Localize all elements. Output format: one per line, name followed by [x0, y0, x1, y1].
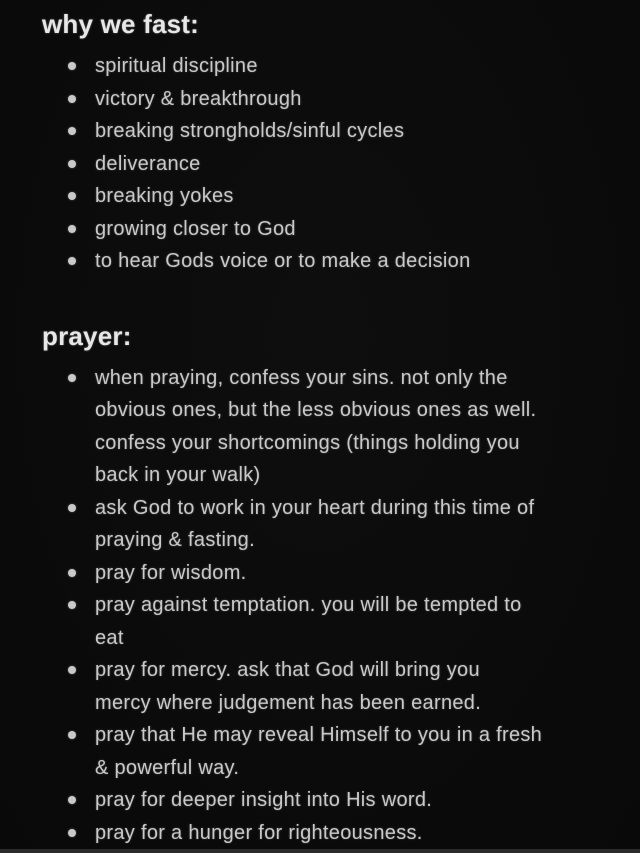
list-item [42, 362, 610, 492]
list-item [42, 492, 610, 557]
text-line: obvious ones, but the less obvious ones as well. [95, 399, 537, 421]
bullet-icon [68, 504, 76, 512]
list-item [42, 213, 610, 246]
text-line: pray for a hunger for righteousness. [95, 821, 423, 844]
list-item [42, 557, 610, 590]
text-line: back in your walk) [95, 464, 261, 486]
sections-container [42, 6, 610, 849]
list-item-text [95, 245, 471, 278]
bullet-icon [68, 127, 76, 135]
list-item-text [95, 83, 302, 116]
text-line: pray for wisdom. [95, 561, 247, 584]
text-line: spiritual discipline [95, 55, 258, 77]
list-item-text [95, 362, 536, 492]
list-item-text [95, 784, 432, 817]
list-item-text [95, 180, 234, 213]
list-item-text [95, 148, 201, 181]
list-item [42, 50, 610, 83]
list-item [42, 784, 610, 817]
text-line: ask God to work in your heart during this time of [95, 496, 535, 519]
bullet-icon [68, 257, 76, 265]
text-line: mercy where judgement has been earned. [95, 691, 482, 714]
list-item [42, 589, 610, 654]
bullet-icon [68, 601, 76, 609]
list-item-text [95, 115, 404, 148]
text-line: eat [95, 626, 124, 649]
list-item [42, 83, 610, 116]
text-line: victory & breakthrough [95, 87, 302, 110]
bullet-icon [68, 95, 76, 103]
bullet-icon [68, 796, 76, 804]
list-item [42, 115, 610, 148]
bullet-list [42, 50, 610, 278]
list-item-text [95, 654, 481, 719]
text-line: pray for deeper insight into His word. [95, 789, 433, 811]
bullet-icon [68, 374, 76, 382]
list-item-text [95, 492, 534, 557]
text-line: pray against temptation. you will be tempted to [95, 594, 522, 616]
list-item [42, 148, 610, 181]
bullet-icon [68, 160, 76, 168]
text-line: & powerful way. [95, 756, 240, 779]
section-heading: why we fast: [42, 9, 199, 39]
list-item-text [95, 719, 542, 784]
text-line: growing closer to God [95, 217, 296, 240]
text-line: breaking yokes [95, 185, 234, 207]
text-line: when praying, confess your sins. not only the [95, 366, 508, 389]
bullet-icon [68, 192, 76, 200]
list-item [42, 719, 610, 784]
bullet-icon [68, 225, 76, 233]
list-item-text [95, 589, 522, 654]
text-line: pray that He may reveal Himself to you in a fresh [95, 724, 543, 746]
bullet-list [42, 362, 610, 850]
bullet-icon [68, 62, 76, 70]
text-line: pray for mercy. ask that God will bring you [95, 659, 480, 681]
list-item [42, 180, 610, 213]
bullet-icon [68, 569, 76, 577]
text-line: praying & fasting. [95, 529, 255, 551]
list-item [42, 817, 610, 850]
bullet-icon [68, 829, 76, 837]
list-item [42, 245, 610, 278]
text-line: to hear Gods voice or to make a decision [95, 250, 471, 272]
bullet-icon [68, 666, 76, 674]
list-item-text [95, 213, 296, 246]
bottom-edge-strip [0, 849, 640, 853]
section [42, 6, 610, 278]
text-line: breaking strongholds/sinful cycles [95, 120, 405, 142]
text-line: deliverance [95, 152, 201, 175]
list-item-text [95, 50, 258, 83]
text-line: confess your shortcomings (things holding you [95, 431, 520, 454]
list-item-text [95, 557, 247, 590]
section [42, 318, 610, 850]
section-heading: prayer: [42, 320, 132, 351]
list-item [42, 654, 610, 719]
bullet-icon [68, 731, 76, 739]
list-item-text [95, 817, 423, 850]
